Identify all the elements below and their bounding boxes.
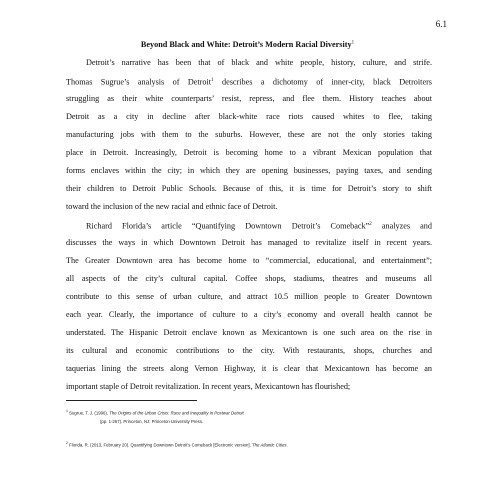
line-1-start: Richard Florida’s article “Quantifying Downtown Detroit’s Comeback” xyxy=(86,221,370,231)
paragraph-2-line-4: all aspects of the city’s cultural capital. Coffee shops, stadiums, theatres and museums all xyxy=(66,274,432,283)
paragraph-2-line-7: understated. The Hispanic Detroit enclave known as Mexicantown is one such area on the rise in xyxy=(66,328,432,337)
paragraph-1-line-5: manufacturing jobs with them to the suburbs. However, these are not the only stories taking xyxy=(66,130,432,139)
paragraph-2-line-2: discusses the ways in which Downtown Detroit has managed to revitalize itself in recent years. xyxy=(66,238,432,247)
footnote-ref-2: 2 xyxy=(369,222,372,227)
paragraph-1-line-1: Detroit’s narrative has been that of black and white people, history, culture, and strife. xyxy=(86,58,432,67)
line-1-end: analyzes and xyxy=(381,221,432,231)
footnote-1 xyxy=(66,408,244,416)
footnote-2-marker: 2 xyxy=(66,441,68,445)
title-text: Beyond Black and White: Detroit’s Modern Racial Diversity xyxy=(140,40,352,49)
paragraph-2-line-6: each year. Clearly, the importance of culture to a city’s economy and overall health cannot be xyxy=(66,310,432,319)
page-number: 6.1 xyxy=(435,19,447,29)
paragraph-1-line-2 xyxy=(66,76,432,88)
paragraph-2-line-5: contribute to this sense of urban culture, and attract 10.5 million people to Greater Downtown xyxy=(66,292,432,301)
footnote-1-title: The Origins of the Urban Crisis: Race and Inequality in Postwar Detroit xyxy=(109,410,244,416)
paragraph-2-line-8: its cultural and economic contributions to the city. With restaurants, shops, churches and xyxy=(66,346,432,355)
paragraph-1-line-3: struggling as their white counterparts’ resist, repress, and flee them. History teaches about xyxy=(66,94,432,103)
paragraph-2-line-10: important staple of Detroit revitalization. In recent years, Mexicantown has flourished; xyxy=(66,382,351,391)
footnote-1-continuation: (pp. 1-267). Princeton, NJ: Princeton University Press. xyxy=(100,419,204,424)
paragraph-2-line-9: taquerias lining the streets along Vernon Highway, it is clear that Mexicantown has become an xyxy=(66,364,432,373)
footnote-separator xyxy=(66,400,197,401)
title-footnote-marker: 1 xyxy=(351,40,355,46)
paragraph-2-line-3: The Greater Downtown area has become home to “commercial, educational, and entertainment”; xyxy=(66,256,432,265)
footnote-1-lead: Sugrue, T. J. (1996). xyxy=(69,410,110,416)
line-2-start: Thomas Sugrue’s analysis of Detroit xyxy=(66,77,212,87)
paragraph-2-line-1 xyxy=(86,220,432,232)
paragraph-1-line-8: their children to Detroit Public Schools. Because of this, it is time for Detroit’s story to shift xyxy=(66,184,432,193)
footnote-2 xyxy=(66,440,288,448)
footnote-2-lead: Florida, R. (2013, February 20). Quantifying Downtown Detroit’s Comeback [Electronic version]. xyxy=(69,442,253,448)
footnote-1-marker: 1 xyxy=(66,409,68,413)
document-title xyxy=(0,40,495,49)
paragraph-1-line-6: place in Detroit. Increasingly, Detroit is becoming home to a vibrant Mexican population that xyxy=(66,148,432,157)
line-2-end: describes a dichotomy of inner-city, black Detroiters xyxy=(221,77,432,87)
paragraph-1-line-7: forms enclaves within the city; in which they are opening businesses, paying taxes, and sending xyxy=(66,166,432,175)
footnote-2-title: The Atlantic Cities xyxy=(252,442,287,448)
paragraph-1-line-9: toward the inclusion of the new racial and ethnic face of Detroit. xyxy=(66,202,278,211)
footnote-ref-1: 1 xyxy=(211,78,214,83)
paragraph-1-line-4: Detroit as a city in decline after black-white race riots caused whites to flee, taking xyxy=(66,112,432,121)
footnote-2-tail: . xyxy=(286,442,288,448)
